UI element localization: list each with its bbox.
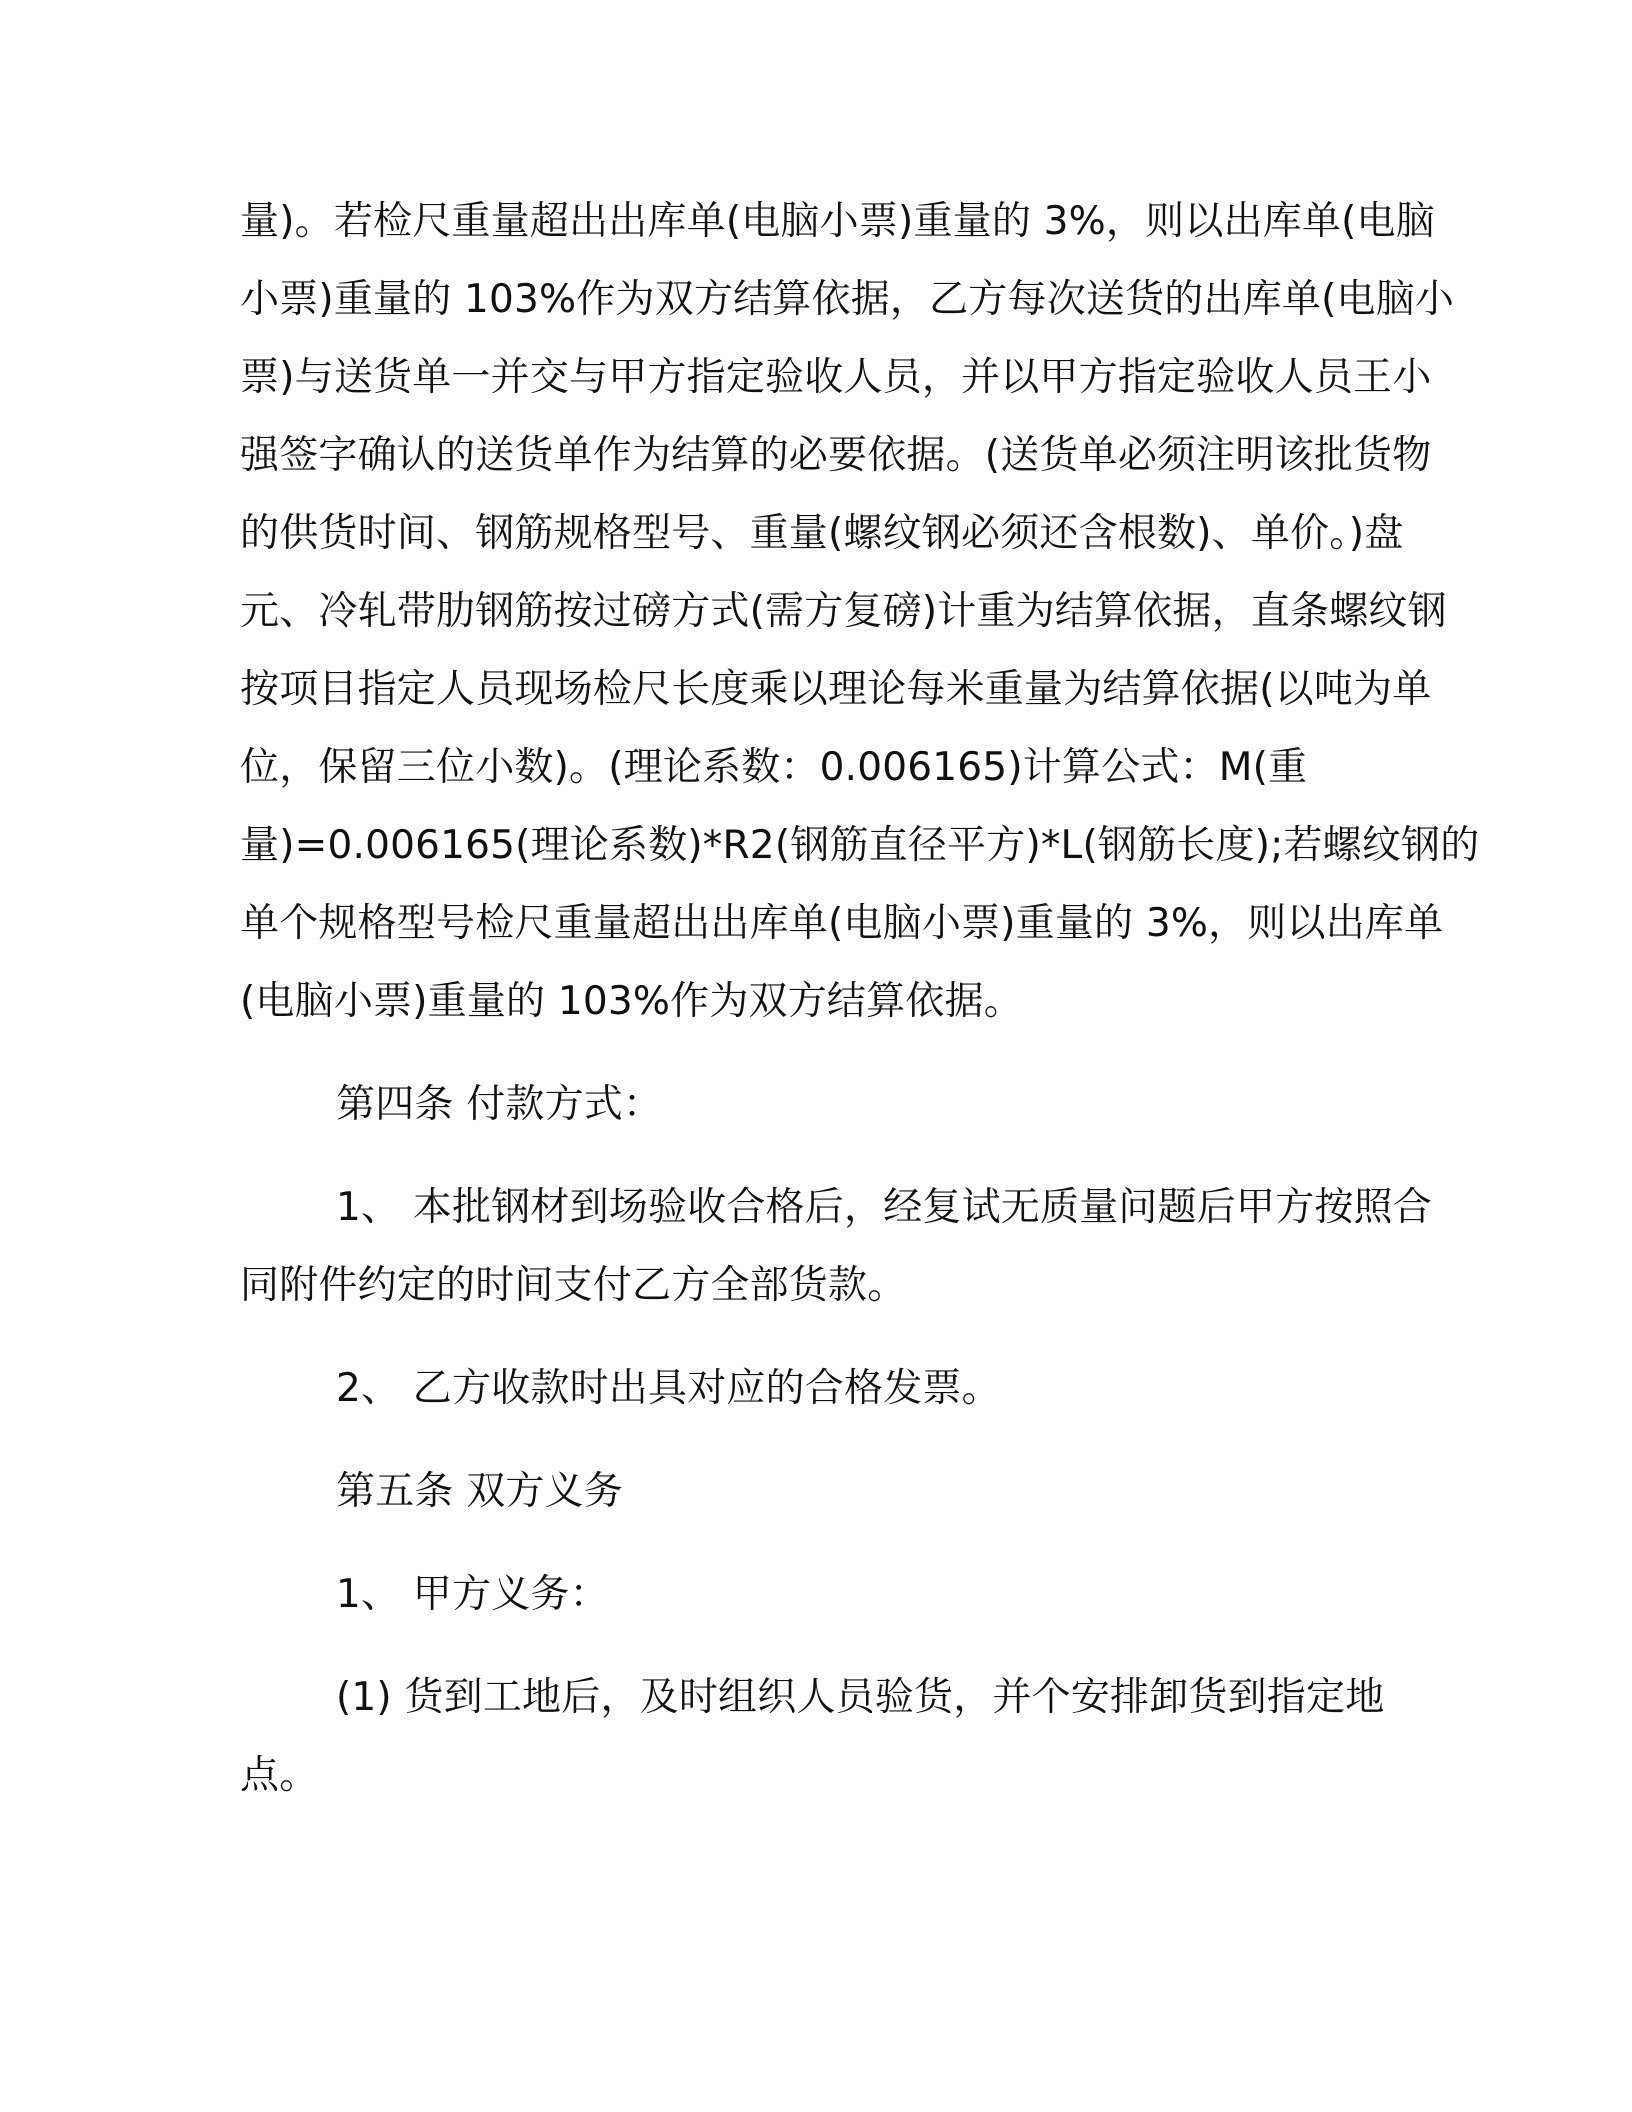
article-heading: 第五条 双方义务 (336, 1469, 623, 1514)
text-line: 量)=0.006165(理论系数)*R2(钢筋直径平方)*L(钢筋长度);若螺纹钢的 (240, 823, 1480, 868)
document-body (240, 183, 1480, 1815)
payment-clause-1 (240, 1169, 1433, 1325)
article-four-heading-block (240, 1066, 1400, 1144)
payment-clause-2 (240, 1350, 1400, 1428)
text-line: 位，保留三位小数)。(理论系数：0.006165)计算公式：M(重 (240, 745, 1308, 790)
text-line: 单个规格型号检尺重量超出出库单(电脑小票)重量的 3%，则以出库单 (240, 901, 1444, 946)
text-line: (1) 货到工地后，及时组织人员验货，并个安排卸货到指定地 (336, 1675, 1385, 1720)
article-five-heading-block (240, 1453, 1400, 1531)
text-line: 2、 乙方收款时出具对应的合格发票。 (336, 1366, 1001, 1411)
text-line: 量)。若检尺重量超出出库单(电脑小票)重量的 3%，则以出库单(电脑 (240, 199, 1435, 244)
party-a-obligation-1 (240, 1659, 1400, 1815)
article-heading: 第四条 付款方式： (336, 1082, 663, 1127)
text-line: 1、 本批钢材到场验收合格后，经复试无质量问题后甲方按照合 (336, 1185, 1433, 1230)
party-a-obligations-heading (240, 1556, 1400, 1634)
paragraph-settlement-weight (240, 183, 1480, 1041)
text-line: 强签字确认的送货单作为结算的必要依据。(送货单必须注明该批货物 (240, 433, 1432, 478)
text-line: (电脑小票)重量的 103%作为双方结算依据。 (240, 979, 1023, 1024)
text-line: 1、 甲方义务： (336, 1572, 609, 1617)
text-line: 按项目指定人员现场检尺长度乘以理论每米重量为结算依据(以吨为单 (240, 667, 1432, 712)
text-line: 同附件约定的时间支付乙方全部货款。 (240, 1263, 907, 1308)
text-line: 点。 (240, 1753, 319, 1798)
text-line: 票)与送货单一并交与甲方指定验收人员，并以甲方指定验收人员王小 (240, 355, 1432, 400)
text-line: 的供货时间、钢筋规格型号、重量(螺纹钢必须还含根数)、单价。)盘 (240, 511, 1404, 556)
text-line: 元、冷轧带肋钢筋按过磅方式(需方复磅)计重为结算依据，直条螺纹钢 (240, 589, 1447, 634)
text-line: 小票)重量的 103%作为双方结算依据，乙方每次送货的出库单(电脑小 (240, 277, 1455, 322)
